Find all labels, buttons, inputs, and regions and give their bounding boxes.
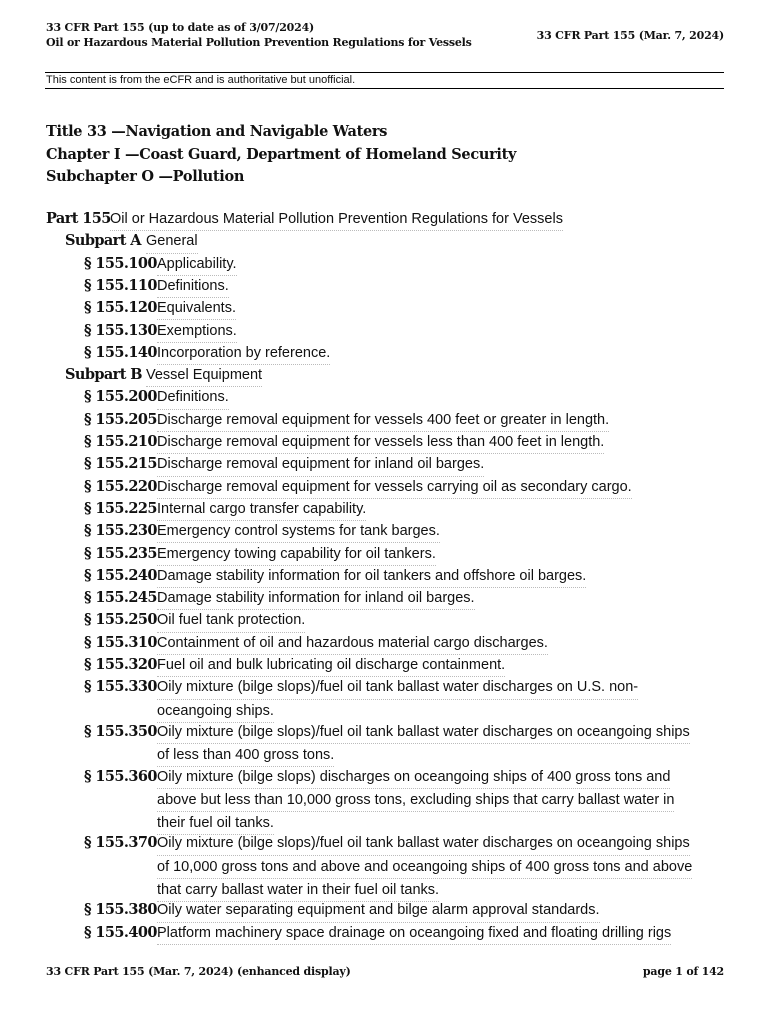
toc-link-text[interactable]: Damage stability information for oil tankers and offshore oil barges. <box>157 565 586 588</box>
toc-link-text[interactable]: Oily water separating equipment and bilge alarm approval standards. <box>157 899 600 922</box>
footer-left: 33 CFR Part 155 (Mar. 7, 2024) (enhanced display) <box>46 965 351 978</box>
title-line: Title 33 —Navigation and Navigable Waters <box>46 123 388 140</box>
toc-link-text[interactable]: Incorporation by reference. <box>157 342 330 365</box>
toc-link-text[interactable]: Platform machinery space drainage on oceangoing fixed and floating drilling rigs <box>157 922 671 945</box>
toc-link-text[interactable]: Definitions. <box>157 275 229 298</box>
toc-label: § 155.120 <box>84 299 157 317</box>
toc-link-text[interactable]: Discharge removal equipment for inland oil barges. <box>157 453 484 476</box>
toc-link-text[interactable]: of less than 400 gross tons. <box>157 744 334 767</box>
toc-link-text[interactable]: Oily mixture (bilge slops) discharges on oceangoing ships of 400 gross tons and <box>157 766 670 789</box>
toc-link-text[interactable]: General <box>146 230 198 253</box>
toc-label: § 155.380 <box>84 901 157 919</box>
toc-label: Subpart B <box>65 366 142 384</box>
toc-label: § 155.140 <box>84 343 157 361</box>
toc-link-text[interactable]: Containment of oil and hazardous material cargo discharges. <box>157 632 548 655</box>
toc-link-text[interactable]: of 10,000 gross tons and above and oceangoing ships of 400 gross tons and above <box>157 856 692 879</box>
toc-label: § 155.400 <box>84 923 157 941</box>
toc-label: § 155.370 <box>84 834 157 852</box>
header-line-1: 33 CFR Part 155 (up to date as of 3/07/2024) <box>46 21 315 34</box>
toc-link-text[interactable]: Damage stability information for inland oil barges. <box>157 587 475 610</box>
toc-link-text[interactable]: Oily mixture (bilge slops)/fuel oil tank ballast water discharges on oceangoing ships <box>157 721 690 744</box>
toc-link-text[interactable]: Oil or Hazardous Material Pollution Prevention Regulations for Vessels <box>110 208 563 231</box>
toc-link-text[interactable]: Oily mixture (bilge slops)/fuel oil tank ballast water discharges on U.S. non- <box>157 676 638 699</box>
toc-label: § 155.130 <box>84 321 157 339</box>
toc-link-text[interactable]: Fuel oil and bulk lubricating oil discharge containment. <box>157 654 505 677</box>
toc-link-text[interactable]: Exemptions. <box>157 320 237 343</box>
running-header <box>46 20 472 50</box>
toc-link-text[interactable]: Vessel Equipment <box>146 364 262 387</box>
header-right: 33 CFR Part 155 (Mar. 7, 2024) <box>536 29 724 42</box>
toc-link-text[interactable]: that carry ballast water in their fuel oil tanks. <box>157 879 439 902</box>
authority-notice: This content is from the eCFR and is authoritative but unofficial. <box>45 72 724 89</box>
toc-link-text[interactable]: above but less than 10,000 gross tons, excluding ships that carry ballast water in <box>157 789 674 812</box>
toc-label: § 155.240 <box>84 566 157 584</box>
toc-label: § 155.210 <box>84 433 157 450</box>
header-line-2: Oil or Hazardous Material Pollution Prevention Regulations for Vessels <box>46 36 472 49</box>
toc-label: § 155.320 <box>84 656 157 673</box>
toc-link-text[interactable]: Discharge removal equipment for vessels less than 400 feet in length. <box>157 431 604 454</box>
toc-link-text[interactable]: Definitions. <box>157 386 229 409</box>
toc-link-text[interactable]: Internal cargo transfer capability. <box>157 498 366 521</box>
toc-label: § 155.245 <box>84 589 157 607</box>
toc-label: § 155.215 <box>84 455 157 473</box>
toc-label: § 155.235 <box>84 544 157 562</box>
toc-link-text[interactable]: Emergency towing capability for oil tankers. <box>157 543 436 566</box>
toc-label: § 155.220 <box>84 477 157 495</box>
toc-link-text[interactable]: their fuel oil tanks. <box>157 812 274 835</box>
page-number: page 1 of 142 <box>642 965 724 978</box>
toc-link-text[interactable]: Discharge removal equipment for vessels carrying oil as secondary cargo. <box>157 476 632 499</box>
chapter-line: Chapter I —Coast Guard, Department of Homeland Security <box>46 145 517 163</box>
toc-link-text[interactable]: Oil fuel tank protection. <box>157 609 305 632</box>
toc-link-text[interactable]: Oily mixture (bilge slops)/fuel oil tank ballast water discharges on oceangoing ships <box>157 832 690 855</box>
toc-label: § 155.100 <box>84 254 157 272</box>
toc-link-text[interactable]: Discharge removal equipment for vessels 400 feet or greater in length. <box>157 409 609 432</box>
toc-label: § 155.250 <box>84 611 157 629</box>
toc-link-text[interactable]: Emergency control systems for tank barges. <box>157 520 440 543</box>
toc-label: Part 155 <box>46 210 111 227</box>
toc-label: § 155.330 <box>84 678 157 696</box>
toc-label: § 155.350 <box>84 722 157 740</box>
toc-label: § 155.200 <box>84 388 157 406</box>
toc-link-text[interactable]: Equivalents. <box>157 297 236 320</box>
toc-link-text[interactable]: oceangoing ships. <box>157 700 274 723</box>
toc-label: Subpart A <box>65 232 141 250</box>
subchapter-line: Subchapter O —Pollution <box>46 168 245 185</box>
toc-label: § 155.110 <box>84 276 157 294</box>
document-titles <box>46 121 516 189</box>
toc-label: § 155.360 <box>84 767 157 785</box>
toc-label: § 155.310 <box>84 633 157 651</box>
toc-label: § 155.225 <box>84 499 157 517</box>
toc-label: § 155.230 <box>84 522 157 540</box>
toc-label: § 155.205 <box>84 410 157 428</box>
toc-link-text[interactable]: Applicability. <box>157 253 237 276</box>
